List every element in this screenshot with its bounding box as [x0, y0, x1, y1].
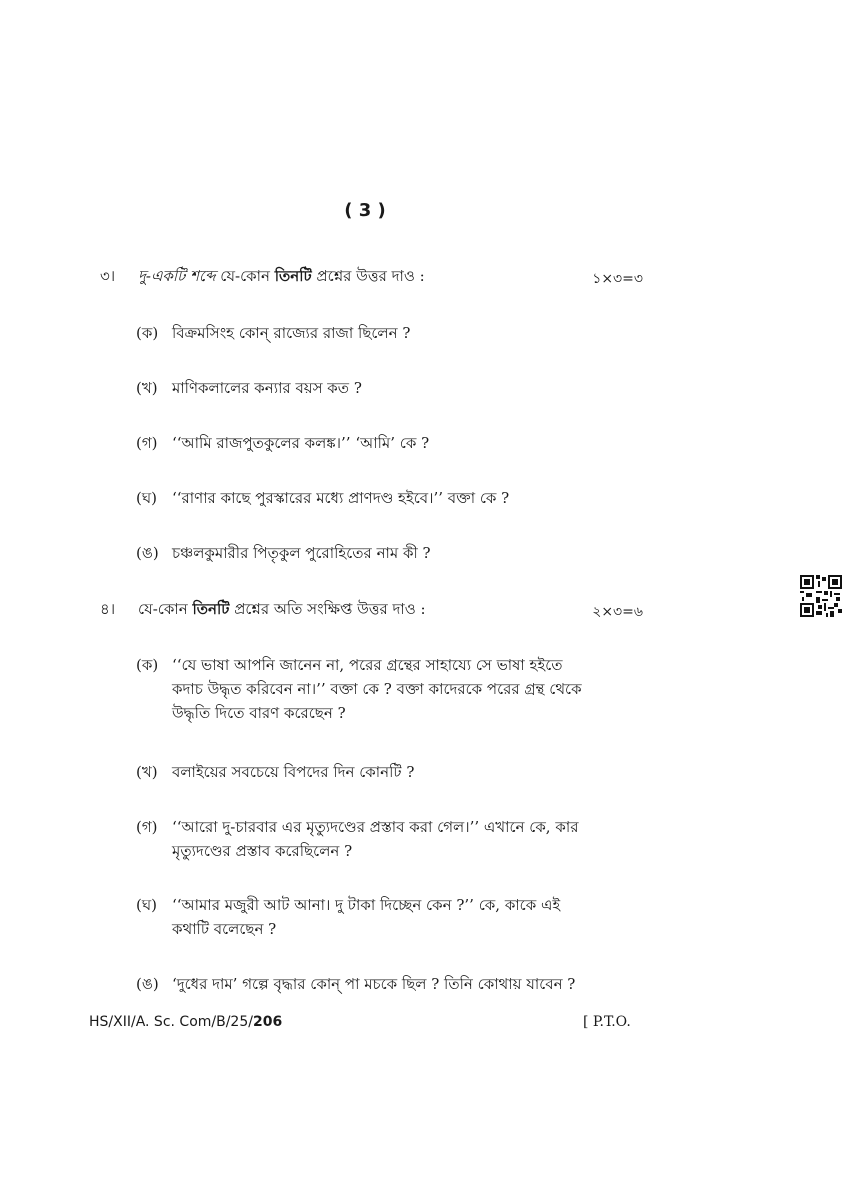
qr-code-icon [800, 575, 842, 617]
question-3-text-b: প্রশ্নের উত্তর দাও : [311, 267, 425, 285]
question-4-number: ৪। [100, 600, 116, 618]
q4-item-ka [136, 653, 616, 725]
q4-item-uma [136, 972, 616, 996]
q4-item-text [172, 815, 612, 863]
q4-item-ga [136, 815, 616, 863]
q3-item-gha [136, 486, 616, 510]
q4-item-label: (ক) [136, 656, 159, 674]
q4-item-text [172, 972, 612, 996]
question-4-bold: তিনটি [192, 600, 230, 618]
page-number: ( 3 ) [344, 200, 386, 221]
paper-code [89, 1014, 282, 1030]
q4-item-text [172, 760, 612, 784]
q4-item-label: (গ) [136, 818, 158, 836]
q3-item-ga [136, 431, 616, 455]
q4-item-label: (ঘ) [136, 896, 157, 914]
q4-item-kha [136, 760, 616, 784]
q3-item-label: (খ) [136, 379, 158, 397]
question-3-marks: ১×৩=৩ [592, 271, 643, 287]
q4-item-gha [136, 893, 616, 941]
question-3-number: ৩। [100, 267, 116, 285]
q3-item-label: (গ) [136, 434, 158, 452]
q4-item-line: ‘‘আরো দু-চারবার এর মৃত্যুদণ্ডের প্রস্তাব করা গেল।’’ এখানে কে, কার [172, 818, 579, 836]
q3-item-text: ‘‘রাণার কাছে পুরস্কারের মধ্যে প্রাণদণ্ড হইবে।’’ বক্তা কে ? [172, 489, 510, 507]
q4-item-label: (খ) [136, 763, 158, 781]
paper-code-prefix: HS/XII/A. Sc. Com/B/25/ [89, 1014, 253, 1030]
paper-code-number: 206 [252, 1014, 283, 1030]
q3-item-text: বিক্রমসিংহ কোন্ রাজ্যের রাজা ছিলেন ? [172, 324, 411, 342]
q3-item-label: (ঙ) [136, 544, 159, 562]
q4-item-line: উদ্ধৃতি দিতে বারণ করেছেন ? [172, 704, 346, 722]
q3-item-uma [136, 541, 616, 565]
q4-item-line: কথাটি বলেছেন ? [172, 920, 277, 938]
q4-item-line: ‘‘আমার মজুরী আট আনা। দু টাকা দিচ্ছেন কেন ?’’ কে, কাকে এই [172, 896, 561, 914]
question-4-heading [138, 598, 426, 620]
q4-item-line: মৃত্যুদণ্ডের প্রস্তাব করেছিলেন ? [172, 842, 353, 860]
q3-item-text: ‘‘আমি রাজপুতকুলের কলঙ্ক।’’ ‘আমি’ কে ? [172, 434, 430, 452]
q4-item-label: (ঙ) [136, 975, 159, 993]
q3-item-text: চঞ্চলকুমারীর পিতৃকুল পুরোহিতের নাম কী ? [172, 544, 431, 562]
q3-item-kha [136, 376, 616, 400]
question-3-bold: তিনটি [274, 267, 312, 285]
question-4-marks: ২×৩=৬ [592, 604, 643, 620]
q4-item-line: বলাইয়ের সবচেয়ে বিপদের দিন কোনটি ? [172, 763, 415, 781]
q4-item-text [172, 653, 612, 725]
q3-item-ka [136, 321, 616, 345]
question-4-text-a: যে-কোন [138, 600, 193, 618]
question-3-heading [138, 265, 425, 287]
q4-item-line: ‘দুধের দাম’ গল্পে বৃদ্ধার কোন্ পা মচকে ছিল ? তিনি কোথায় যাবেন ? [172, 975, 576, 993]
question-3-prefix: দু-একটি শব্দে [138, 267, 216, 285]
q3-item-text: মাণিকলালের কন্যার বয়স কত ? [172, 379, 362, 397]
q3-item-label: (ক) [136, 324, 159, 342]
q4-item-line: ‘‘যে ভাষা আপনি জানেন না, পরের গ্রন্থের সাহায্যে সে ভাষা হইতে [172, 656, 563, 674]
q3-item-label: (ঘ) [136, 489, 157, 507]
please-turn-over: [ P.T.O. [583, 1014, 631, 1030]
question-3-text-a: যে-কোন [215, 267, 275, 285]
question-4-text-b: প্রশ্নের অতি সংক্ষিপ্ত উত্তর দাও : [229, 600, 426, 618]
q4-item-line: কদাচ উদ্ধৃত করিবেন না।’’ বক্তা কে ? বক্তা কাদেরকে পরের গ্রন্থ থেকে [172, 680, 582, 698]
q4-item-text [172, 893, 612, 941]
